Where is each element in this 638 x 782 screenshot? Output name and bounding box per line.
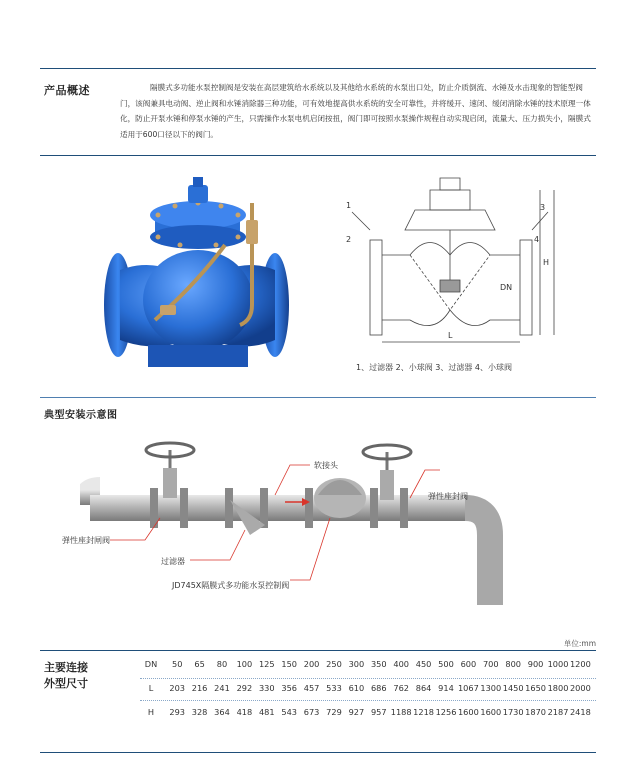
table-cell: 125 <box>258 659 275 669</box>
drawing-caption: 1、过滤器 2、小球阀 3、过滤器 4、小球阀 <box>356 363 512 372</box>
table-cell: 610 <box>348 683 365 693</box>
overview-title: 产品概述 <box>44 84 90 97</box>
unit-label: 单位:mm <box>563 639 596 648</box>
table-cell: 1000 <box>547 659 569 669</box>
dimensions-title-line1: 主要连接 <box>44 661 88 674</box>
row-label: H <box>147 707 155 717</box>
install-title: 典型安装示意图 <box>44 410 118 421</box>
callout-control-valve: JD745X隔膜式多功能水泵控制阀 <box>172 581 290 590</box>
drawing-label-1: 1 <box>346 201 352 210</box>
table-cell: 700 <box>482 659 499 669</box>
table-row <box>140 659 600 673</box>
table-cell: 418 <box>236 707 253 717</box>
table-top-rule <box>40 650 596 651</box>
table-cell: 543 <box>281 707 298 717</box>
overview-text: 隔膜式多功能水泵控制阀是安装在高层建筑给水系统以及其他给水系统的水泵出口处，防止介质倒流、水锤及水击现象的智能型阀门，该阀兼具电动阀、逆止阀和水锤消除器三种功能，可有效地提高供水系统的安全可靠性，并将缓开、速闭、缓闭消除水锤的技术原理一体化，防止开泵水锤和停泵水锤的产生，只需操作水泵电机启闭按扭，阀门即可按照水泵操作规程自动实现启闭，流量大、压力损失小，隔膜式适用于600口径以下的阀门。 <box>120 83 591 139</box>
table-cell: 1067 <box>457 683 479 693</box>
callout-soft-joint: 软接头 <box>314 461 338 470</box>
bottom-rule <box>40 752 596 753</box>
table-cell: 1870 <box>525 707 546 717</box>
table-cell: 200 <box>303 659 320 669</box>
row-separator <box>140 700 596 701</box>
table-cell: 350 <box>370 659 387 669</box>
table-row <box>140 707 600 721</box>
table-cell: 1730 <box>502 707 524 717</box>
table-cell: 1218 <box>413 707 434 717</box>
table-cell: 762 <box>393 683 410 693</box>
table-cell: 356 <box>281 683 298 693</box>
top-rule <box>40 68 596 69</box>
row-separator <box>140 678 596 679</box>
table-cell: 293 <box>169 707 186 717</box>
table-cell: 1650 <box>525 683 546 693</box>
table-cell: 328 <box>191 707 208 717</box>
drawing-label-4: 4 <box>534 235 540 244</box>
drawing-label-h: H <box>543 258 550 267</box>
table-cell: 1300 <box>480 683 502 693</box>
table-cell: 250 <box>326 659 342 669</box>
table-cell: 914 <box>438 683 454 693</box>
table-cell: 957 <box>370 707 387 717</box>
table-cell: 2000 <box>569 683 591 693</box>
table-cell: 330 <box>258 683 275 693</box>
table-cell: 50 <box>171 659 183 669</box>
valve-section-drawing <box>340 170 560 345</box>
table-cell: 300 <box>348 659 365 669</box>
table-cell: 450 <box>415 659 432 669</box>
dimensions-title-line2: 外型尺寸 <box>44 677 88 690</box>
drawing-label-2: 2 <box>346 235 352 244</box>
table-cell: 216 <box>191 683 208 693</box>
table-cell: 80 <box>216 659 228 669</box>
table-cell: 1188 <box>390 707 412 717</box>
table-cell: 292 <box>236 683 253 693</box>
table-cell: 900 <box>527 659 544 669</box>
table-cell: 2187 <box>547 707 569 717</box>
table-cell: 457 <box>303 683 320 693</box>
table-cell: 600 <box>460 659 477 669</box>
table-cell: 864 <box>415 683 432 693</box>
row-label: DN <box>144 659 158 669</box>
table-cell: 400 <box>393 659 410 669</box>
table-cell: 729 <box>326 707 342 717</box>
drawing-label-l: L <box>448 331 453 340</box>
table-cell: 100 <box>236 659 253 669</box>
table-cell: 686 <box>370 683 387 693</box>
callout-strainer: 过滤器 <box>161 557 185 566</box>
table-cell: 203 <box>169 683 186 693</box>
table-cell: 1600 <box>457 707 479 717</box>
table-cell: 1200 <box>569 659 591 669</box>
table-cell: 1256 <box>435 707 457 717</box>
table-cell: 1450 <box>502 683 524 693</box>
overview-rule <box>40 155 596 156</box>
table-cell: 1800 <box>547 683 569 693</box>
table-row <box>140 683 600 697</box>
table-cell: 241 <box>214 683 230 693</box>
table-cell: 800 <box>505 659 522 669</box>
dimensions-title <box>44 660 88 692</box>
table-cell: 1600 <box>480 707 502 717</box>
table-cell: 927 <box>348 707 365 717</box>
table-cell: 65 <box>194 659 205 669</box>
table-cell: 481 <box>258 707 275 717</box>
table-cell: 150 <box>281 659 298 669</box>
installation-diagram <box>80 440 540 610</box>
table-cell: 364 <box>214 707 230 717</box>
callout-elastic-gate-left: 弹性座封闸阀 <box>62 536 110 545</box>
drawing-label-3: 3 <box>540 203 546 212</box>
install-rule <box>40 397 596 398</box>
valve-product-image <box>100 175 295 380</box>
table-cell: 533 <box>326 683 342 693</box>
drawing-label-dn: DN <box>500 283 513 292</box>
row-label: L <box>148 683 154 693</box>
callout-elastic-gate-right: 弹性座封阀 <box>428 492 468 501</box>
table-cell: 673 <box>303 707 320 717</box>
table-cell: 500 <box>438 659 454 669</box>
table-cell: 2418 <box>569 707 591 717</box>
